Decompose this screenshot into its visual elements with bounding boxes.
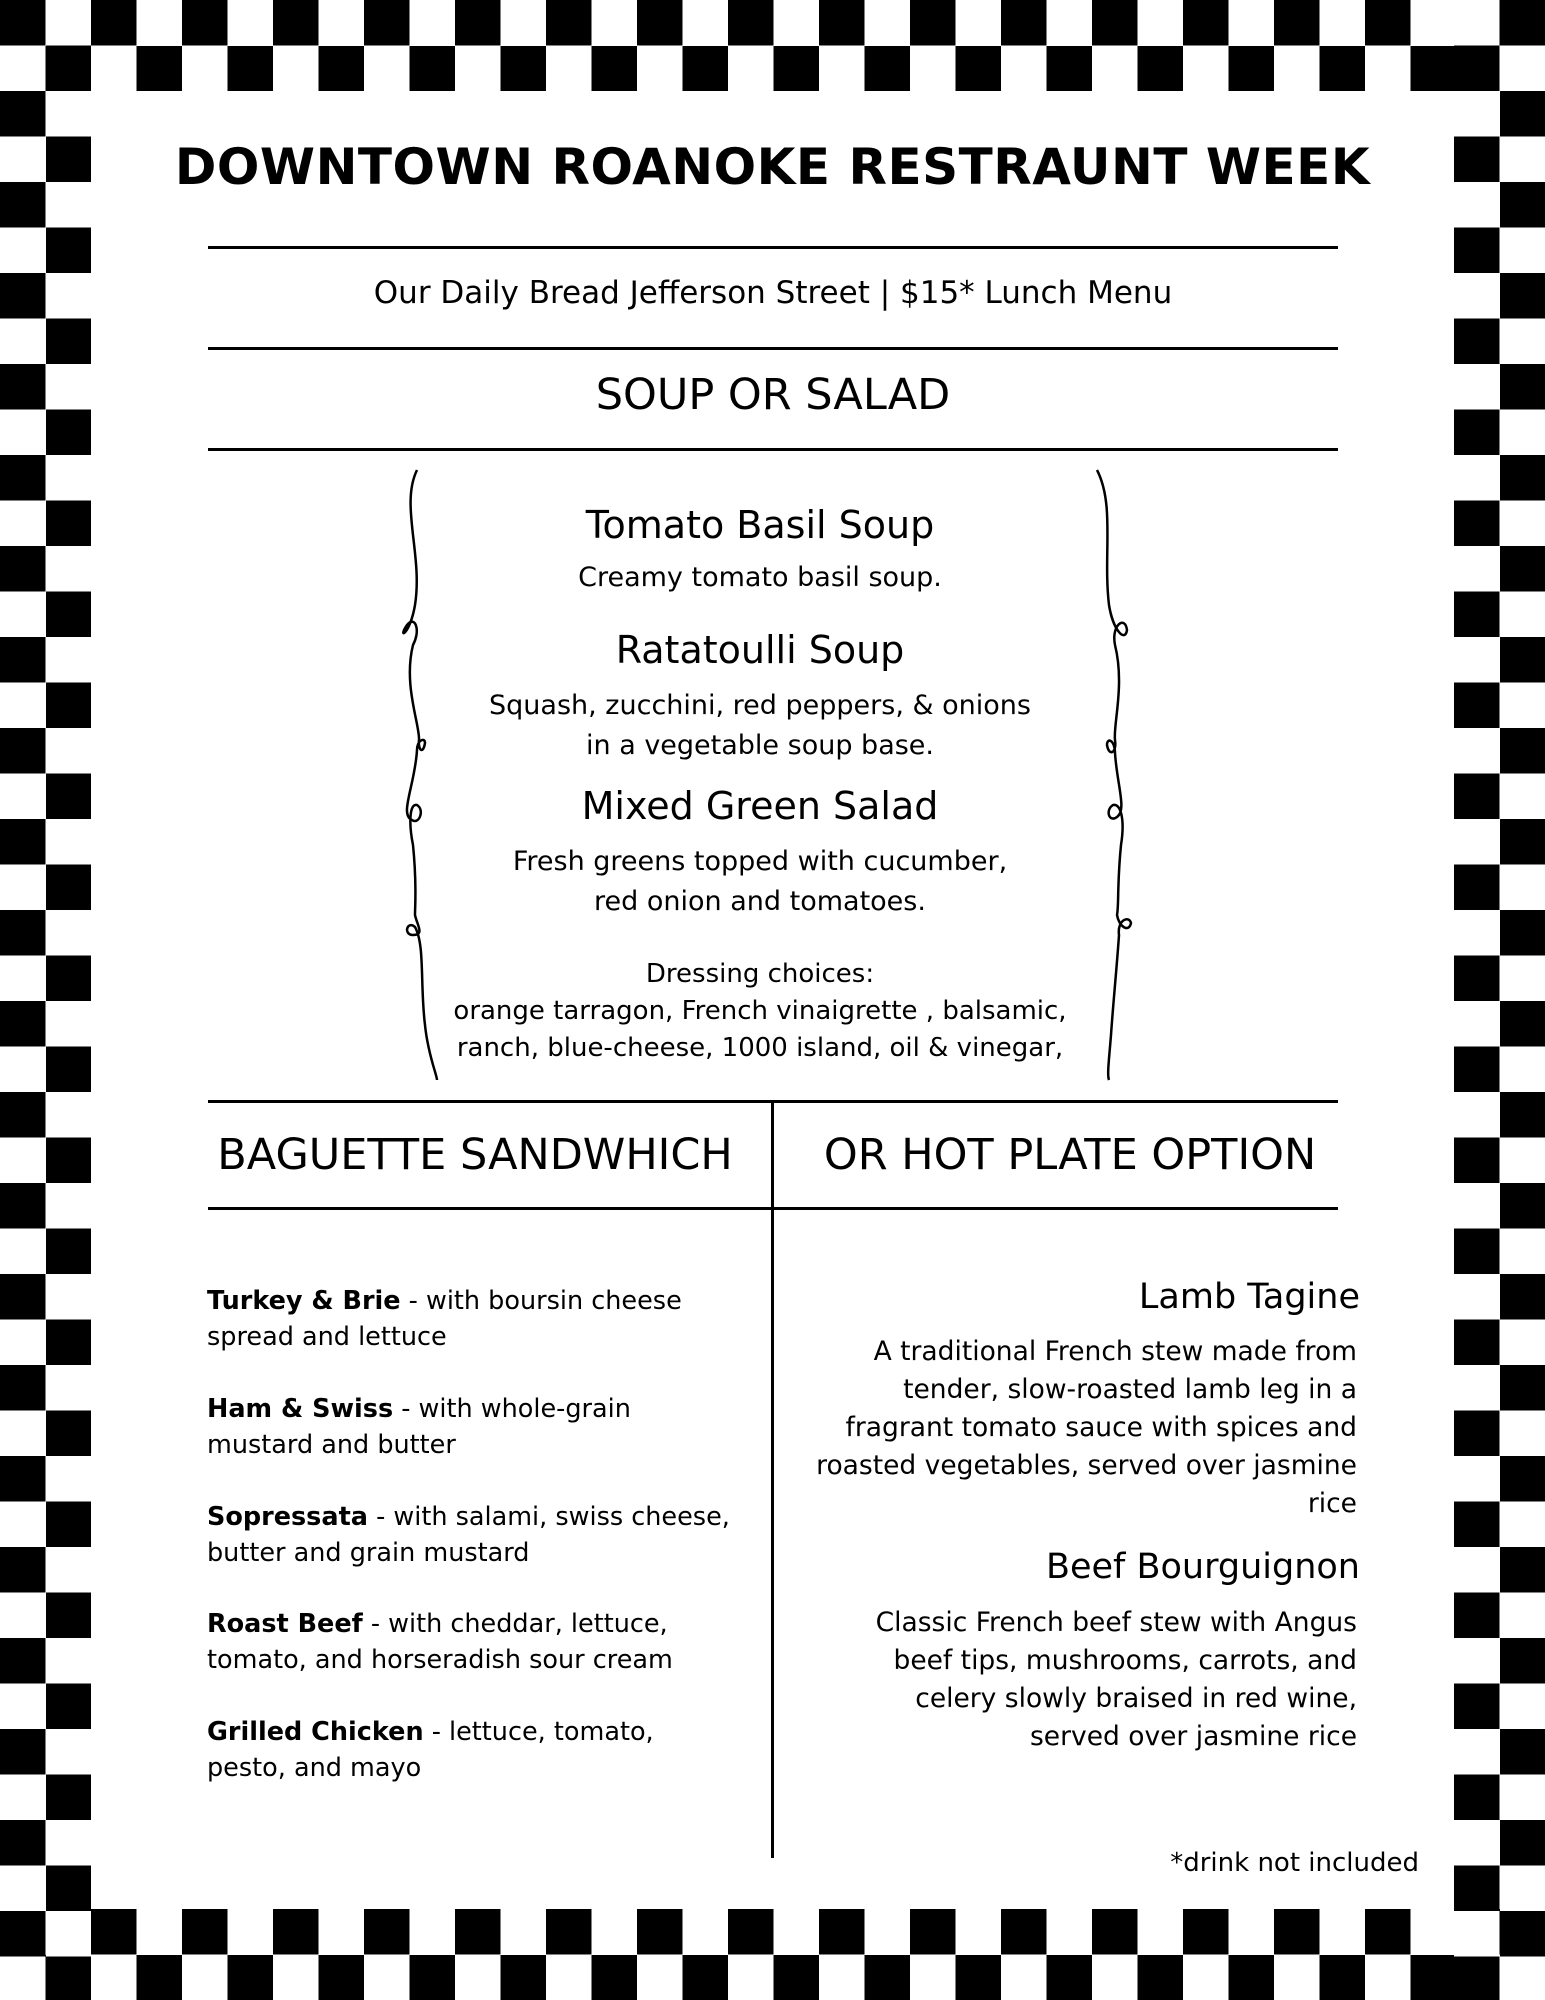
item-description: Squash, zucchini, red peppers, & onions in a vegetable soup base. xyxy=(489,690,1031,761)
hot-plate-name: Beef Bourguignon xyxy=(1045,1547,1360,1587)
divider xyxy=(208,448,1338,451)
divider xyxy=(208,347,1338,350)
item-name: Tomato Basil Soup xyxy=(585,503,935,547)
hot-plate-description: A traditional French stew made from tender, slow-roasted lamb leg in a fragrant tomato sauce with spices and roasted vegetables, served over jasmine rice xyxy=(816,1336,1357,1519)
item-description: Creamy tomato basil soup. xyxy=(578,562,942,593)
sandwich-item: Roast Beef - with cheddar, lettuce, tomato, and horseradish sour cream xyxy=(207,1609,673,1675)
item-name: Ratatoulli Soup xyxy=(615,628,905,672)
item-name: Mixed Green Salad xyxy=(581,784,939,828)
checker-border-right xyxy=(1454,0,1545,2000)
section-heading-sandwich: BAGUETTE SANDWHICH xyxy=(217,1130,733,1180)
checker-border-bottom xyxy=(0,1909,1545,2000)
sandwich-item: Sopressata - with salami, swiss cheese, butter and grain mustard xyxy=(207,1502,730,1568)
column-divider xyxy=(771,1100,774,1858)
divider xyxy=(208,246,1338,249)
hot-plate-name: Lamb Tagine xyxy=(1138,1277,1360,1317)
checker-border-top xyxy=(0,0,1545,91)
page-title: DOWNTOWN ROANOKE RESTRAUNT WEEK xyxy=(174,138,1371,196)
menu-subtitle: Our Daily Bread Jefferson Street | $15* Lunch Menu xyxy=(373,275,1173,311)
footnote: *drink not included xyxy=(1170,1848,1419,1878)
sandwich-item: Turkey & Brie - with boursin cheese spread and lettuce xyxy=(207,1286,682,1352)
sandwich-item: Ham & Swiss - with whole-grain mustard and butter xyxy=(207,1394,631,1460)
dressing-choices: Dressing choices: orange tarragon, French vinaigrette , balsamic, ranch, blue-cheese, 1000 island, oil & vinegar, xyxy=(453,959,1067,1063)
item-description: Fresh greens topped with cucumber, red onion and tomatoes. xyxy=(512,846,1008,917)
checker-border-left xyxy=(0,0,91,2000)
hot-plate-description: Classic French beef stew with Angus beef tips, mushrooms, carrots, and celery slowly braised in red wine, served over jasmine rice xyxy=(875,1607,1357,1752)
section-heading-soup-salad: SOUP OR SALAD xyxy=(595,370,951,420)
section-heading-hot-plate: OR HOT PLATE OPTION xyxy=(823,1130,1317,1180)
sandwich-item: Grilled Chicken - lettuce, tomato, pesto, and mayo xyxy=(207,1717,654,1783)
